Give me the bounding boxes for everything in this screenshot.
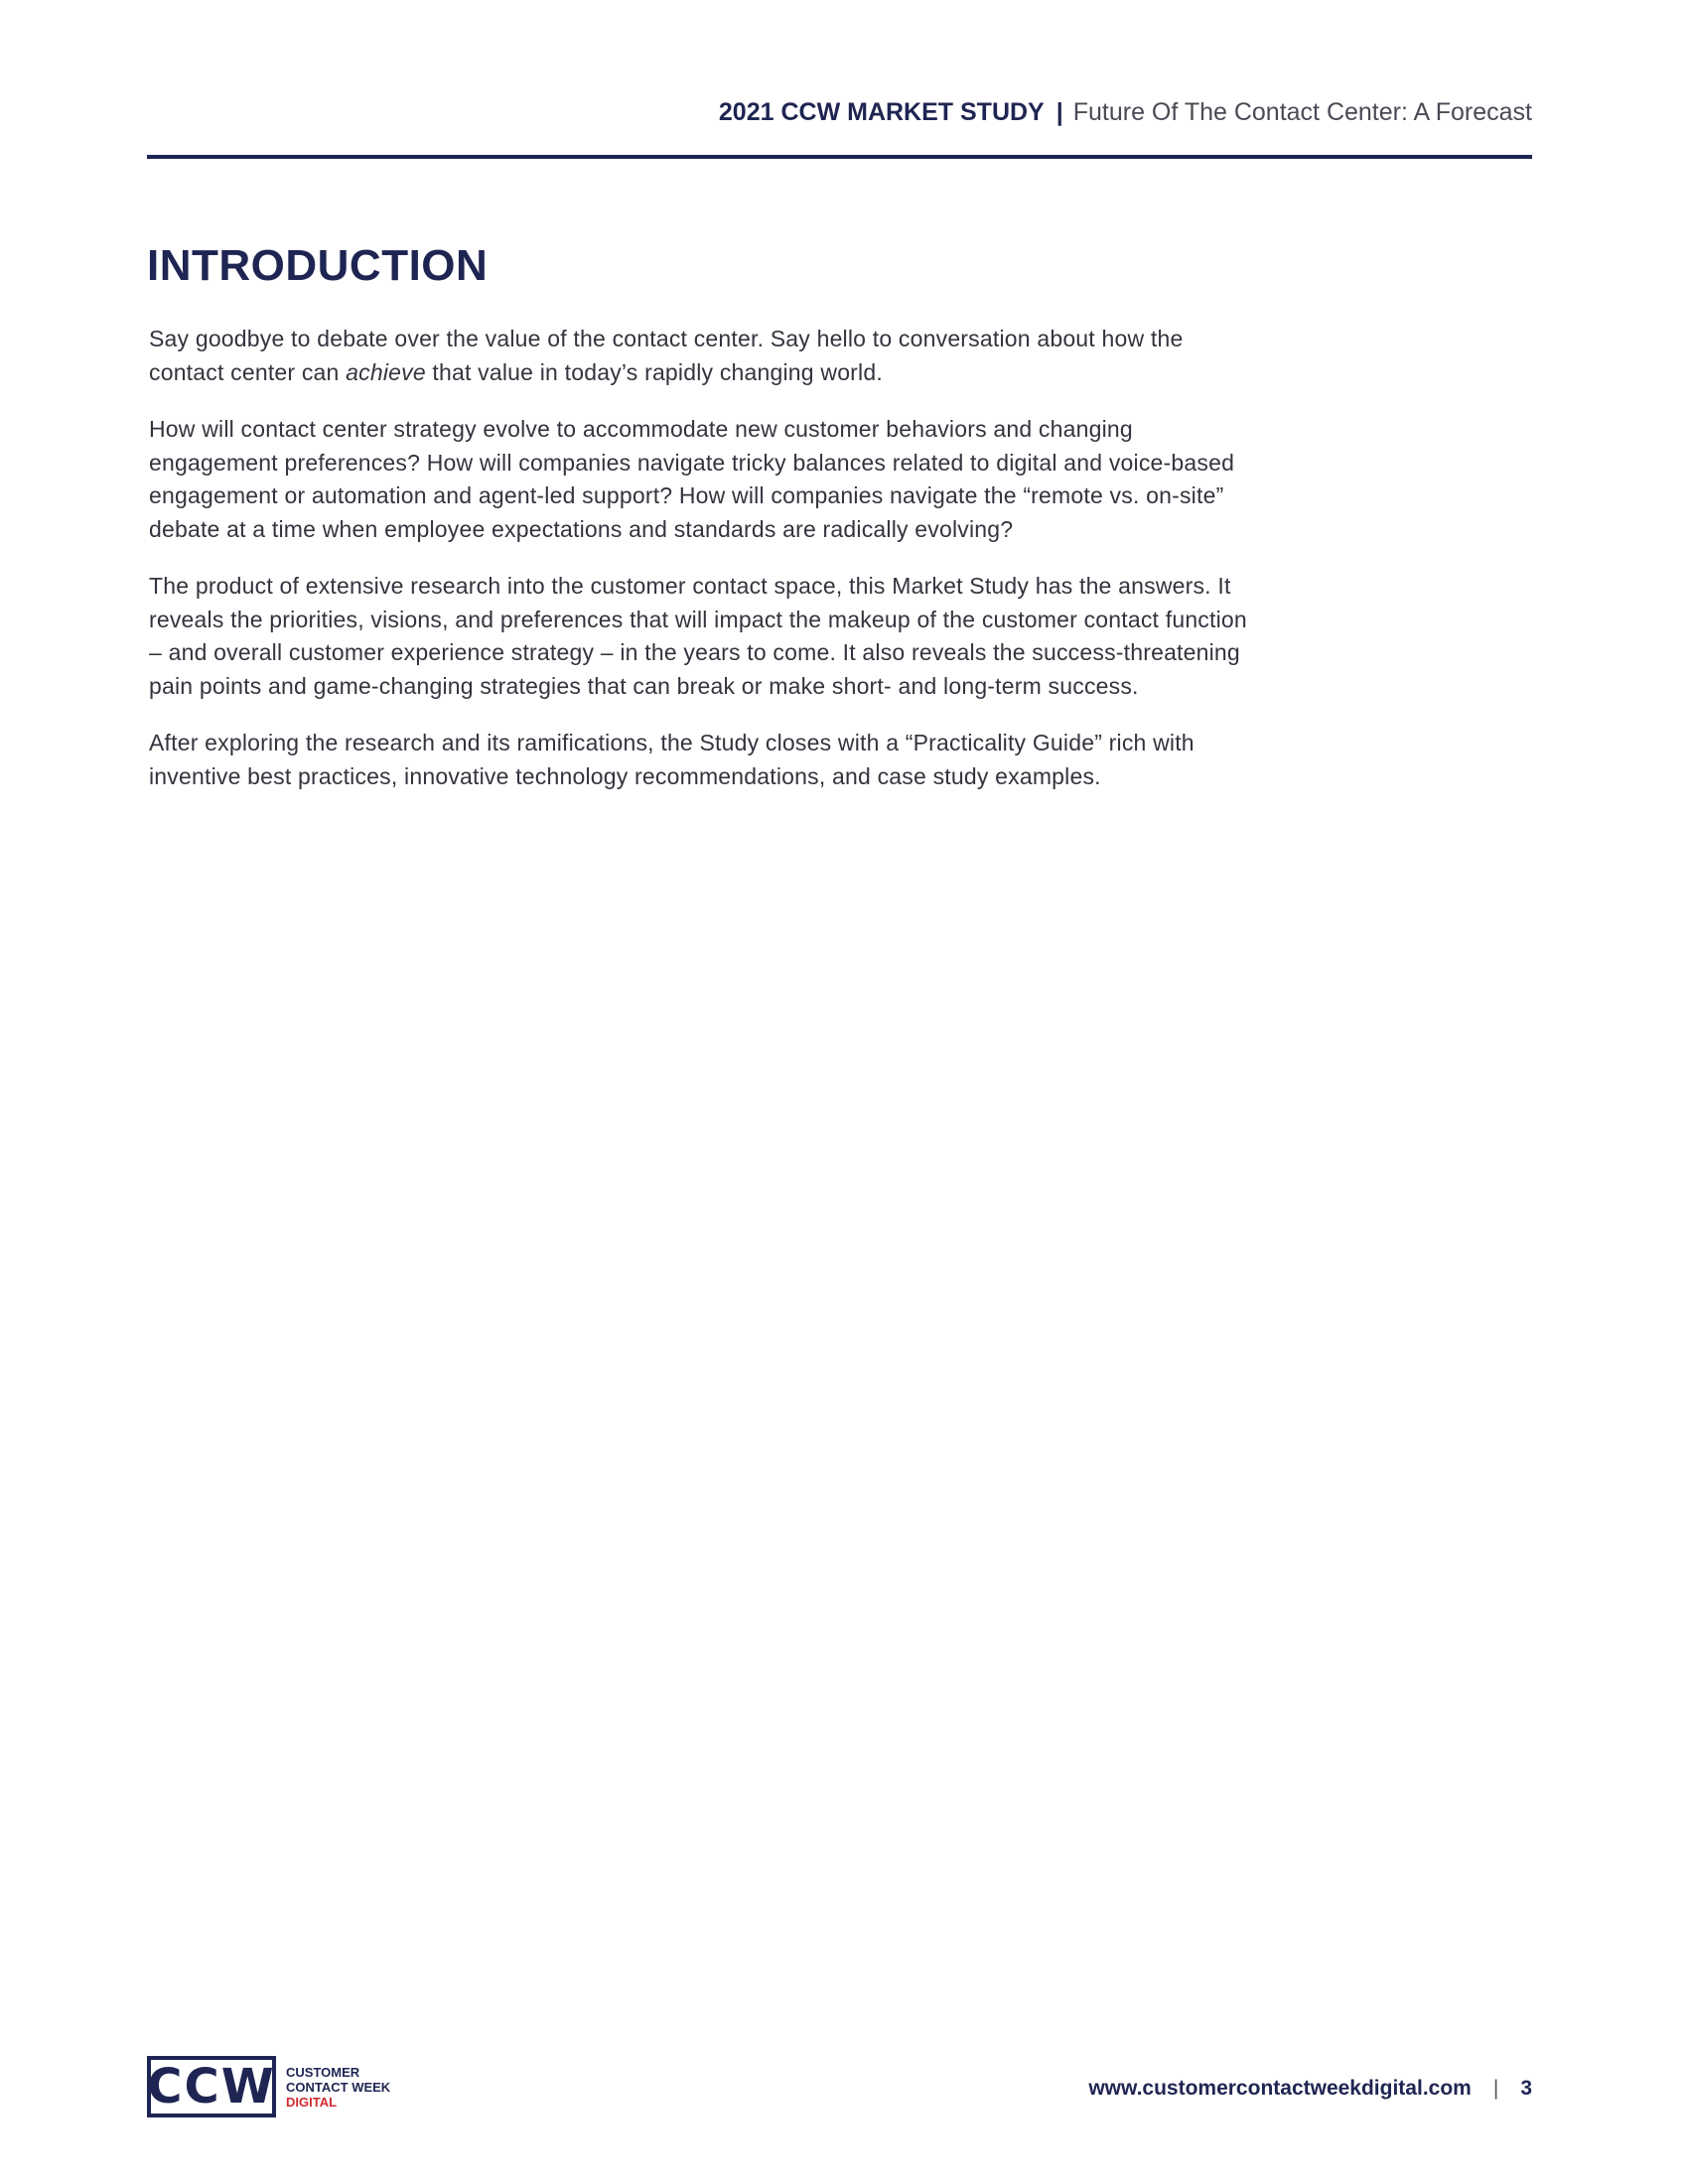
paragraph-3: The product of extensive research into the customer contact space, this Market Study has the answers. It reveals the priorities, visions, and preferences that will impact the makeup of the customer contact function – and overall customer experience strategy – in the years to come. It also reveals the success-threatening pain points and game-changing strategies that can break or make short- and long-term success. <box>149 573 1247 699</box>
paragraph-2: How will contact center strategy evolve to accommodate new customer behaviors and changing engagement preferences? How will companies navigate tricky balances related to digital and voice-based engagement or automation and agent-led support? How will companies navigate the “remote vs. on-site” debate at a time when employee expectations and standards are radically evolving? <box>149 416 1235 542</box>
logo-line-contact-week: CONTACT WEEK <box>286 2079 391 2095</box>
website-link[interactable]: www.customercontactweekdigital.com <box>1088 2077 1472 2100</box>
page-number: 3 <box>1520 2077 1532 2100</box>
study-subtitle: Future Of The Contact Center: A Forecast <box>1072 98 1532 126</box>
ccw-logo <box>147 2053 390 2120</box>
running-header <box>147 95 1532 129</box>
study-title: 2021 CCW MARKET STUDY <box>718 98 1045 126</box>
ccw-logo-mark: CCW <box>147 2056 276 2117</box>
logo-line-digital: DIGITAL <box>286 2094 338 2110</box>
logo-line-customer: CUSTOMER <box>286 2064 360 2080</box>
header-separator: | <box>1055 98 1063 126</box>
footer-separator: | <box>1492 2077 1499 2100</box>
paragraph-1-emphasis: achieve <box>346 358 426 385</box>
paragraph-1-text-b: that value in today’s rapidly changing world. <box>425 358 883 385</box>
paragraph-4: After exploring the research and its ramifications, the Study closes with a “Practicality Guide” rich with inventive best practices, innovative technology recommendations, and case study examples. <box>149 730 1195 789</box>
introduction-body <box>149 323 1251 817</box>
footer-info <box>1088 2075 1532 2103</box>
paragraph-1 <box>149 323 1251 389</box>
page-title: INTRODUCTION <box>147 241 489 290</box>
paragraph-1-text-a: Say goodbye to debate over the value of the contact center. Say hello to conversation about how the contact center can <box>149 326 1184 385</box>
ccw-logo-wordmark <box>286 2065 390 2110</box>
header-divider <box>147 155 1532 159</box>
